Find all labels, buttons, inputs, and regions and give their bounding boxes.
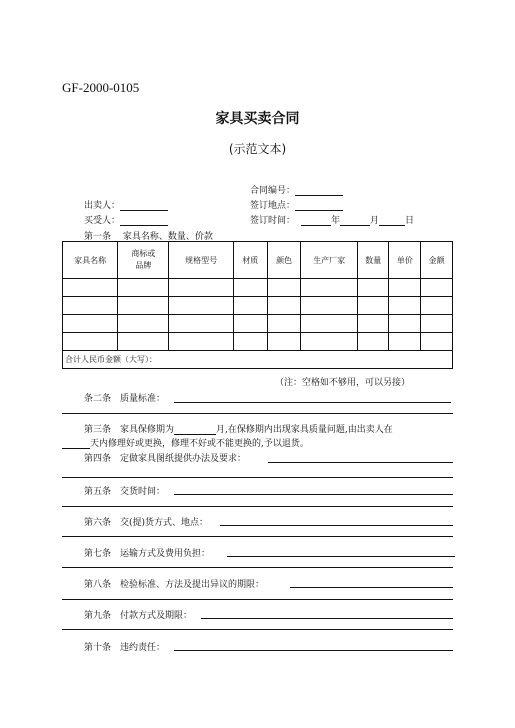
col-header-material: 材质 xyxy=(233,242,267,279)
month-label: 月 xyxy=(370,216,380,226)
sign-place-field xyxy=(250,198,343,211)
buyer-blank[interactable] xyxy=(120,216,168,226)
divider xyxy=(62,629,453,630)
seller-field xyxy=(84,198,168,211)
clause-1: 第一条 家具名称、数量、价款 xyxy=(84,232,213,242)
col-header-name: 家具名称 xyxy=(63,242,118,279)
year-label: 年 xyxy=(331,216,341,226)
clause-6: 第六条 交(提)货方式、地点： xyxy=(84,518,209,528)
col-header-amount: 金额 xyxy=(421,242,453,279)
col-header-quantity: 数量 xyxy=(357,242,389,279)
divider xyxy=(62,536,453,537)
buyer-field xyxy=(84,213,168,226)
delivery-time-blank[interactable] xyxy=(174,494,453,495)
document-subtitle: (示范文本) xyxy=(228,142,287,156)
payment-terms-blank[interactable] xyxy=(201,618,453,619)
day-blank[interactable] xyxy=(379,216,405,226)
table-row[interactable] xyxy=(63,315,453,333)
clause-5: 第五条 交货时间： xyxy=(84,487,166,497)
clause-9: 第九条 付款方式及期限： xyxy=(84,611,193,621)
table-total-row[interactable] xyxy=(63,351,453,369)
sign-place-label: 签订地点： xyxy=(250,201,296,211)
contract-no-blank[interactable] xyxy=(295,186,343,196)
col-header-unit-price: 单价 xyxy=(389,242,421,279)
contract-no-label: 合同编号： xyxy=(250,186,296,196)
sign-place-blank[interactable] xyxy=(295,201,343,211)
divider xyxy=(62,477,453,478)
document-code: GF-2000-0105 xyxy=(62,80,140,95)
seller-blank[interactable] xyxy=(120,201,168,211)
col-header-color: 颜色 xyxy=(267,242,301,279)
clause-3-text-a: 第三条 家具保修期为 xyxy=(84,425,175,435)
drawing-requirements-blank[interactable] xyxy=(268,462,453,463)
quality-standard-blank[interactable] xyxy=(174,402,451,403)
divider xyxy=(62,599,453,600)
liability-blank[interactable] xyxy=(174,650,453,651)
clause-8: 第八条 检验标准、方法及提出异议的期限： xyxy=(84,580,265,590)
inspection-standard-blank[interactable] xyxy=(290,587,453,588)
total-amount-label: 合计人民币金额（大写）： xyxy=(63,351,453,369)
clause-3-line-2 xyxy=(62,436,309,449)
delivery-method-blank[interactable] xyxy=(220,525,453,526)
repair-days-blank[interactable] xyxy=(62,439,90,449)
clause-3-text-b: 月,在保修期内出现家具质量问题,由出卖人在 xyxy=(216,425,393,435)
divider xyxy=(62,567,453,568)
clause-3-line-1 xyxy=(84,422,393,435)
goods-table xyxy=(62,241,453,369)
sign-time-label: 签订时间： xyxy=(250,216,296,226)
day-label: 日 xyxy=(405,216,415,226)
table-row[interactable] xyxy=(63,333,453,351)
clause-10: 第十条 违约责任： xyxy=(84,643,166,653)
col-header-manufacturer: 生产厂家 xyxy=(301,242,357,279)
clause-2: 条二条 质量标准： xyxy=(84,394,166,404)
seller-label: 出卖人： xyxy=(84,201,121,211)
table-row[interactable] xyxy=(63,279,453,297)
table-note: （注：空格如不够用，可以另接） xyxy=(275,378,411,388)
col-header-model: 规格型号 xyxy=(169,242,233,279)
divider xyxy=(62,506,453,507)
year-blank[interactable] xyxy=(301,216,331,226)
clause-4: 第四条 定做家具图纸提供办法及要求： xyxy=(84,454,247,464)
table-row[interactable] xyxy=(63,297,453,315)
warranty-months-blank[interactable] xyxy=(174,425,216,435)
buyer-label: 买受人： xyxy=(84,216,121,226)
sign-time-field xyxy=(250,213,414,226)
document-title: 家具买卖合同 xyxy=(215,111,300,127)
contract-no-field xyxy=(250,183,343,196)
clause-7: 第七条 运输方式及费用负担： xyxy=(84,549,211,559)
col-header-brand: 商标或 品牌 xyxy=(118,242,169,279)
clause-3-text-c: 天内修理好或更换，修理不好或不能更换的,予以退货。 xyxy=(90,439,309,449)
table-header-row xyxy=(63,242,453,279)
month-blank[interactable] xyxy=(340,216,370,226)
divider xyxy=(62,413,453,414)
transport-cost-blank[interactable] xyxy=(227,556,455,557)
